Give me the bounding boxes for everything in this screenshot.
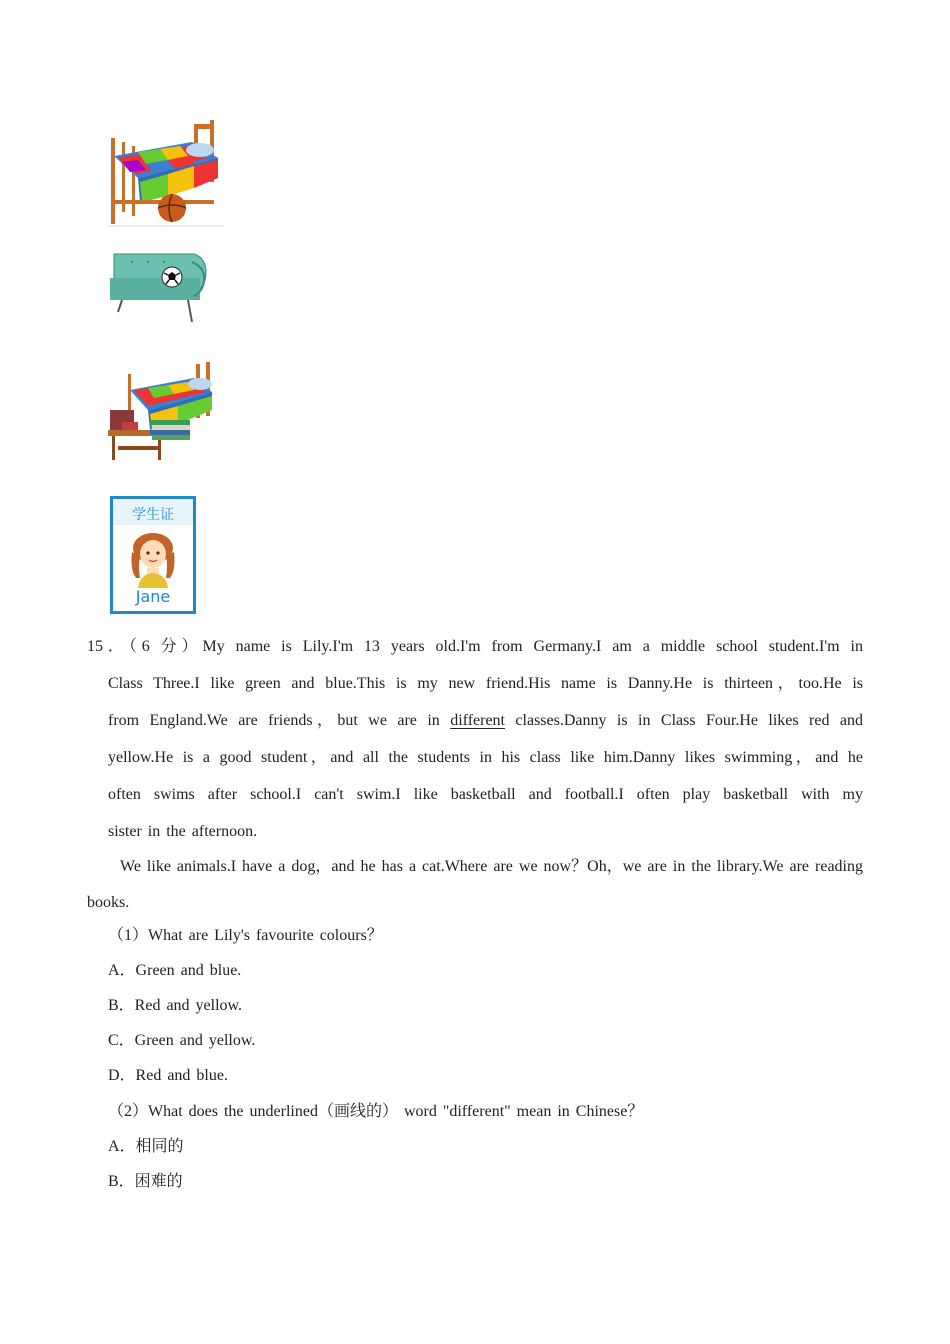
passage-paragraph-1 bbox=[87, 628, 863, 850]
student-card-picture bbox=[110, 496, 196, 614]
passage-line: yellow.He is a good student，and all the students in his class like him.Danny likes swimming，and he bbox=[108, 749, 864, 766]
underlined-word: different bbox=[450, 712, 505, 729]
sofa-football-picture bbox=[108, 248, 208, 326]
option-d: D．Red and blue. bbox=[108, 1067, 228, 1084]
passage-line: from England.We are friends，but we are in different classes.Danny is in Class Four.He likes red and bbox=[108, 712, 864, 729]
bed-with-books-on-desk-icon bbox=[108, 362, 214, 462]
student-id-card-icon bbox=[110, 496, 196, 614]
option-a: A．相同的 bbox=[108, 1138, 184, 1155]
option-b: B．困难的 bbox=[108, 1173, 183, 1190]
card-name-text: Jane bbox=[135, 587, 171, 606]
passage-line: often swims after school.I can't swim.I like basketball and football.I often play basketball with my bbox=[108, 786, 863, 803]
passage-line: 15．（6 分）My name is Lily.I'm 13 years old.I'm from Germany.I am a middle school student.I'm in bbox=[87, 638, 863, 655]
question-score: （6 分） bbox=[128, 638, 203, 655]
bed-ball-picture bbox=[108, 116, 224, 228]
question-number: 15． bbox=[87, 638, 129, 655]
option-c: C．Green and yellow. bbox=[108, 1032, 256, 1049]
passage-line: sister in the afternoon. bbox=[108, 823, 258, 840]
sub-question-2: （2）What does the underlined（画线的） word "different" mean in Chinese？ bbox=[108, 1103, 644, 1120]
sofa-with-football-icon bbox=[108, 248, 208, 326]
passage-line: Class Three.I like green and blue.This is my new friend.His name is Danny.He is thirteen，too.He is bbox=[108, 675, 863, 692]
passage-paragraph-2: We like animals.I have a dog，and he has a cat.Where are we now？Oh，we are in the library.We are reading books. bbox=[87, 858, 863, 911]
bed-with-basketball-under-icon bbox=[108, 116, 224, 228]
option-a: A．Green and blue. bbox=[108, 962, 242, 979]
question-15 bbox=[87, 628, 864, 1190]
option-b: B．Red and yellow. bbox=[108, 997, 243, 1014]
bed-books-picture bbox=[108, 362, 214, 462]
sub-question-1: （1）What are Lily's favourite colours？ bbox=[108, 927, 383, 944]
card-header-text: 学生证 bbox=[132, 507, 174, 523]
